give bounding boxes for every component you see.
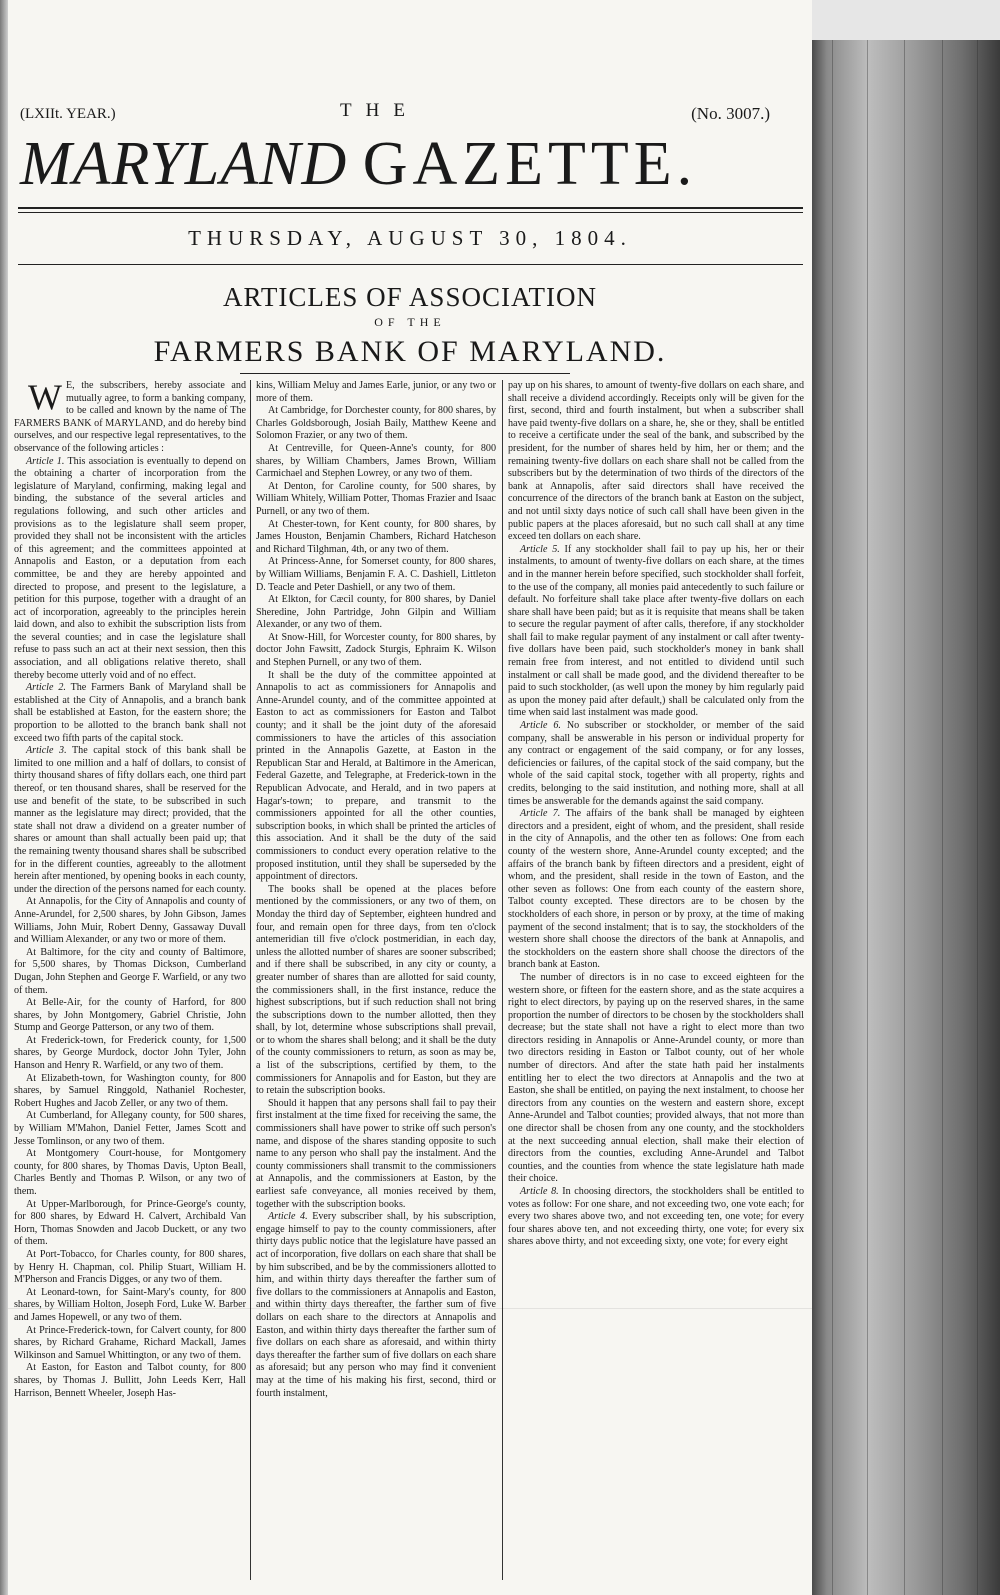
issue-number: (No. 3007.) [691,104,770,123]
article-columns [14,380,809,1580]
masthead-rule-top [18,207,803,209]
column-1 [14,380,246,1580]
header-line [20,100,780,130]
article-7: Article 7. The affairs of the bank shall be managed by eighteen directors and a president, eight of whom, and the president, shall reside in the city of Annapolis, and the other ten as follows: One from each county of the western shore, Anne-Arundel county excepted; and the affairs of the branch bank by fifteen directors and a president, eight of whom, and the president, shall reside in the town of Easton, and the other seven as follows: One from each county of the eastern shore, Talbot county excepted. These directors are to be chosen by the stockholders of each shore, in person or by proxy, at the time of making payment of the second instalment; that is to say, the stockholders of the western shore shall choose the directors of the bank at Annapolis, and the stockholders on the eastern shore shall choose the directors of the branch bank at Easton. [508,808,804,971]
masthead-maryland: MARYLAND [20,130,348,198]
headline-rule [240,373,570,374]
article-4: Article 4. Every subscriber shall, by his subscription, engage himself to pay to the county commissioners, after thirty days public notice that the legislature have passed an act of incorporation, five dollars on each share that shall be by him subscribed, and be by the commissioners allotted to him, and within thirty days thereafter the farther sum of five dollars to the commissioners at Annapolis and Easton, and within thirty days thereafter, the farther sum of five dollars on each share to the directors at Annapolis and Easton, and within thirty days thereafter the farther sum of five dollars on each share as aforesaid, and within thirty days thereafter the farther sum of five dollars on each share as aforesaid; but any person who may find it convenient may at the time of his making his first, second, third or fourth instalment, [256,1211,496,1399]
masthead-gazette: GAZETTE. [362,130,698,198]
column-2 [256,380,496,1580]
county-calvert: At Prince-Frederick-town, for Calvert county, for 800 shares, by Richard Grahame, Richard Mackall, James Wilkinson and Samuel Whittington, or any two of them. [14,1324,246,1361]
article-2: Article 2. The Farmers Bank of Maryland shall be established at the City of Annapolis, and a branch bank shall be established at Easton, for the eastern shore; the proportion to be allotted to the branch bank shall not exceed two fifth parts of the capital stock. [14,682,246,744]
county-saint-marys: At Leonard-town, for Saint-Mary's county, for 800 shares, by William Holton, Joseph Ford, Luke W. Barber and James Hopewell, or any two of them. [14,1286,246,1323]
year-label: (LXIIt. YEAR.) [20,106,116,122]
the-label: THE [340,100,419,121]
opening-paragraph: W E, the subscribers, hereby associate and mutually agree, to form a banking company, to be called and known by the name of The FARMERS BANK of MARYLAND, and do hereby bind ourselves, and our respective legal representatives, to the observance of the following articles : [14,380,246,454]
article-6: Article 6. No subscriber or stockholder, or member of the said company, shall be answerable in his person or individual property for any contract or engagement of the said company, or for any losses, deficiencies or failures, of the capital stock of the said company, but the whole of the said capital stock, together with all property, rights and credits, belonging to the said institution, and nothing more, shall at all times be answerable for the demands against the said company. [508,720,804,807]
drop-cap: W [28,380,62,417]
headline-farmers-bank: FARMERS BANK OF MARYLAND. [153,335,667,368]
dateline: THURSDAY, AUGUST 30, 1804. [188,226,632,250]
county-allegany: At Cumberland, for Allegany county, for 500 shares, by William M'Mahon, Daniel Fetter, James Scott and Jesse Tomlinson, or any two of them. [14,1110,246,1147]
binding-left-edge [0,0,8,1595]
page-edge-line [904,40,905,1595]
county-montgomery: At Montgomery Court-house, for Montgomery county, for 800 shares, by Thomas Davis, Upton Beall, Charles Bently and Thomas P. Wilson, or any two of them. [14,1148,246,1197]
county-dorchester: At Cambridge, for Dorchester county, for 800 shares, by Charles Goldsborough, Josiah Baily, Matthew Keene and Solomon Frazier, or any two of them. [256,405,496,442]
directors-number: The number of directors is in no case to exceed eighteen for the western shore, or fifteen for the eastern shore, and as the state acquires a right to elect directors, by paying up on the reserved shares, in the same proportion the number of directors to be chosen by the stockholders shall decrease; but the state shall not have a right to elect more than two directors residing in Annapolis or Anne-Arundel county, or more than two directors residing in Easton or Talbot county, out of her whole number of directors. And after the state hath paid her instalments entitling her to elect the two directors at Annapolis and the two at Easton, she shall be entitled, on paying the next instalment, to choose her directors from any counties on the western and eastern shore, except Anne-Arundel and Talbot counties; provided always, that not more than one director shall be chosen from any one county, and the stockholders at the next succeeding annual election, shall make their election of directors from the counties, excluding Anne-Arundel and Talbot counties, and the counties from whence the state legislature hath made their choice. [508,971,804,1185]
county-kent: At Chester-town, for Kent county, for 800 shares, by James Houston, Benjamin Chambers, Richard Hatcheson and Richard Tilghman, 4th, or any two of them. [256,518,496,555]
article-1: Article 1. This association is eventually to depend on the obtaining a charter of incorporation from the legislature of Maryland, confirming, making legal and binding, the substance of the several articles and regulations following, and such other articles and provisions as to the legislature shall seem proper, provided they shall not be inconsistent with the articles of this agreement; and the committees appointed at Annapolis and Easton, or a deputation from each committee, be and they are hereby appointed and directed to propose, and present to the legislature, a petition for this purpose, together with a draught of an act of incorporation, agreeably to the principles herein laid down, and also to exhibit the subscription lists from the several counties; and in case the legislature shall refuse to pass such an act at their next session, then this association, and all obligations relative thereto, shall thereby become utterly void and of no effect. [14,455,246,681]
page-edge-line [942,40,943,1595]
county-annapolis: At Annapolis, for the City of Annapolis and county of Anne-Arundel, for 2,500 shares, by John Gibson, James Williams, John Muir, Robert Denny, Gassaway Duvall and William Alexander, or any two or more of them. [14,896,246,946]
page-fold-line [8,1308,812,1309]
masthead [20,128,800,200]
page-edge-line [867,40,868,1595]
headline-articles: ARTICLES OF ASSOCIATION [223,282,597,312]
bound-volume-edge [812,40,1000,1595]
county-baltimore: At Baltimore, for the city and county of Baltimore, for 5,500 shares, by Thomas Dickson, Cumberland Dugan, John Stephen and George F. Warfield, or any two of them. [14,946,246,996]
county-charles: At Port-Tobacco, for Charles county, for 800 shares, by Henry H. Chapman, col. Philip Stuart, William H. M'Pherson and Francis Digges, or any two of them. [14,1248,246,1286]
county-queen-annes: At Centreville, for Queen-Anne's county, for 800 shares, by William Chambers, James Brown, William Carmichael and Stephen Lowrey, or any two of them. [256,442,496,480]
column-rule-1 [250,380,251,1580]
column-rule-2 [502,380,503,1580]
county-somerset: At Princess-Anne, for Somerset county, for 800 shares, by William Williams, Benjamin F. A. C. Dashiell, Littleton D. Teacle and Peter Dashiell, or any two of them. [256,556,496,593]
continued-paragraph: kins, William Meluy and James Earle, junior, or any two or more of them. [256,380,496,404]
column-3 [508,380,804,1580]
county-harford: At Belle-Air, for the county of Harford, for 800 shares, by John Montgomery, Gabriel Christie, John Stump and George Patterson, or any two of them. [14,997,246,1034]
commissioners-duty: It shall be the duty of the committee appointed at Annapolis to act as commissioners for Annapolis and Anne-Arundel county, and of the committee appointed at Easton to act as commissioners for Easton and Talbot county; and it shall be the joint duty of the aforesaid commissioners to have the articles of this association printed in the Annapolis Gazette, at Easton in the Republican Star and Herald, at Baltimore in the American, Federal Gazette, and Telegraphe, at Frederick-town in the Republican Advocate, and Herald, and in two papers at Hagar's-town; to prepare, and transmit to the commissioners appointed for all the other counties, subscription books, in which shall be printed the articles of this association. And it shall be the duty of the said commissioners to conduct every operation relative to the proposed institution, until they shall be superseded by the appointment of directors. [256,669,496,883]
books-opening: The books shall be opened at the places before mentioned by the commissioners, or any two of them, on Monday the third day of September, eighteen hundred and four, and remain open for three days, from ten o'clock antemeridian till five o'clock postmeridian, in each day, unless the allotted number of shares are sooner subscribed; and if there shall be subscribed, in any city or county, a greater number of shares than are allotted for said county, the commissioners shall, in the first instance, reduce the highest subscriptions, but if such reduction shall not bring the subscriptions down to the number allotted, then they shall, by lot, determine whose subscriptions shall prevail, or to whom the shares shall belong; and it shall be the duty of the county commissioners to return, as soon as may be, a list of the subscriptions, certified by them, to the commissioners for Annapolis and for Easton, but they are to retain the subscription books. [256,883,496,1097]
continued-article-4: pay up on his shares, to amount of twenty-five dollars on each share, and shall receive a dividend accordingly. Receipts only will be given for the first, second, third and fourth instalment, but when a subscriber shall have paid twenty-five dollars on a share, he, she or they, shall be entitled to receive a certificate under the seal of the bank, and subscribed by the president, for the number of shares held by him, her or them; and the remaining twenty-five dollars on each share shall not be called from the subscribers but by the determination of two thirds of the directors of the bank at Annapolis, after said directors shall have received the concurrence of the directors of the branch bank at Easton on the subject, and not until sixty days notice of such call shall have been given in the public papers at the places aforesaid, but no such call shall at any time exceed ten dollars on each share. [508,380,804,543]
county-cecil: At Elkton, for Cæcil county, for 800 shares, by Daniel Sheredine, John Partridge, John Gilpin and William Alexander, or any two of them. [256,594,496,631]
article-8: Article 8. In choosing directors, the stockholders shall be entitled to votes as follow: For one share, and not exceeding two, one vote each; for every two shares above two, and not exceeding ten, one vote; for every four shares above ten, and not exceeding thirty, one vote; for every six shares above thirty, and not exceeding sixty, one vote; for every eight [508,1186,804,1248]
article-5: Article 5. If any stockholder shall fail to pay up his, her or their instalments, to amount of twenty-five dollars on each share, at the times and in the manner herein before specified, such stockholder shall forfeit, to the use of the company, all monies paid antecedently to such failure or default. No forfeiture shall take place after twenty-five dollars on each share shall have been paid; but as it is requisite that means shall be taken to secure the regular payment of after calls, therefore, if any stockholder shall fail to make regular payment of any instalment or call after twenty-five dollars have been paid, such stockholder's money in bank shall remain free from interest, and not entitled to dividend until such instalment or call shall be made good, and the dividend thereafter to be paid to such stockholder, (as well upon the money by him regularly paid as upon the money paid after default,) shall be calculated only from the time when said last instalment was made good. [508,543,804,719]
county-worcester: At Snow-Hill, for Worcester county, for 800 shares, by doctor John Fawsitt, Zadock Sturgis, Ephraim K. Wilson and Stephen Purnell, or any two of them. [256,631,496,669]
background-top [812,0,1000,40]
article-3: Article 3. The capital stock of this bank shall be limited to one million and a half of dollars, to consist of thirty thousand shares of fifty dollars each, one third part thereof, or ten thousand shares, shall be reserved for the use and benefit of the state, to be subscribed in such manner as the legislature may direct; provided, that the state shall not draw a dividend on a greater number of shares or amount than shall actually been paid up; that the remaining twenty thousand shares shall be subscribed for in the different counties, agreeably to the allotment herein after mentioned, by opening books in each county, under the direction of the persons named for each county. [14,745,246,895]
county-talbot: At Easton, for Easton and Talbot county, for 800 shares, by Thomas J. Bullitt, John Leeds Kerr, Hall Harrison, Bennett Wheeler, Joseph Has- [14,1362,246,1399]
county-prince-georges: At Upper-Marlborough, for Prince-George's county, for 800 shares, by Edward H. Calvert, Archibald Van Horn, Thomas Snowden and Jacob Duckett, or any two of them. [14,1198,246,1248]
county-washington: At Elizabeth-town, for Washington county, for 800 shares, by Samuel Ringgold, Nathaniel Rochester, Robert Hughes and Jacob Zeller, or any two of them. [14,1072,246,1109]
county-caroline: At Denton, for Caroline county, for 500 shares, by William Whitely, William Potter, Thomas Frazier and Isaac Purnell, or any two of them. [256,480,496,517]
dateline-rule [18,264,803,265]
failure-to-pay: Should it happen that any persons shall fail to pay their first instalment at the time fixed for receiving the same, the commissioners shall have power to strike off such person's name, and dispose of the shares standing opposite to such name to any person who shall pay the instalment. And the county commissioners shall transmit to the commissioners at Annapolis, and the commissioners at Easton, by the earliest safe conveyance, all monies received by them, together with the subscription books. [256,1097,496,1210]
headline-of-the: OF THE [374,315,446,329]
masthead-rule-bottom [18,212,803,213]
page-edge-line [832,40,833,1595]
county-frederick: At Frederick-town, for Frederick county, for 1,500 shares, by George Murdock, doctor John Tyler, John Hanson and Henry R. Warfield, or any two of them. [14,1034,246,1072]
page-edge-line [977,40,978,1595]
